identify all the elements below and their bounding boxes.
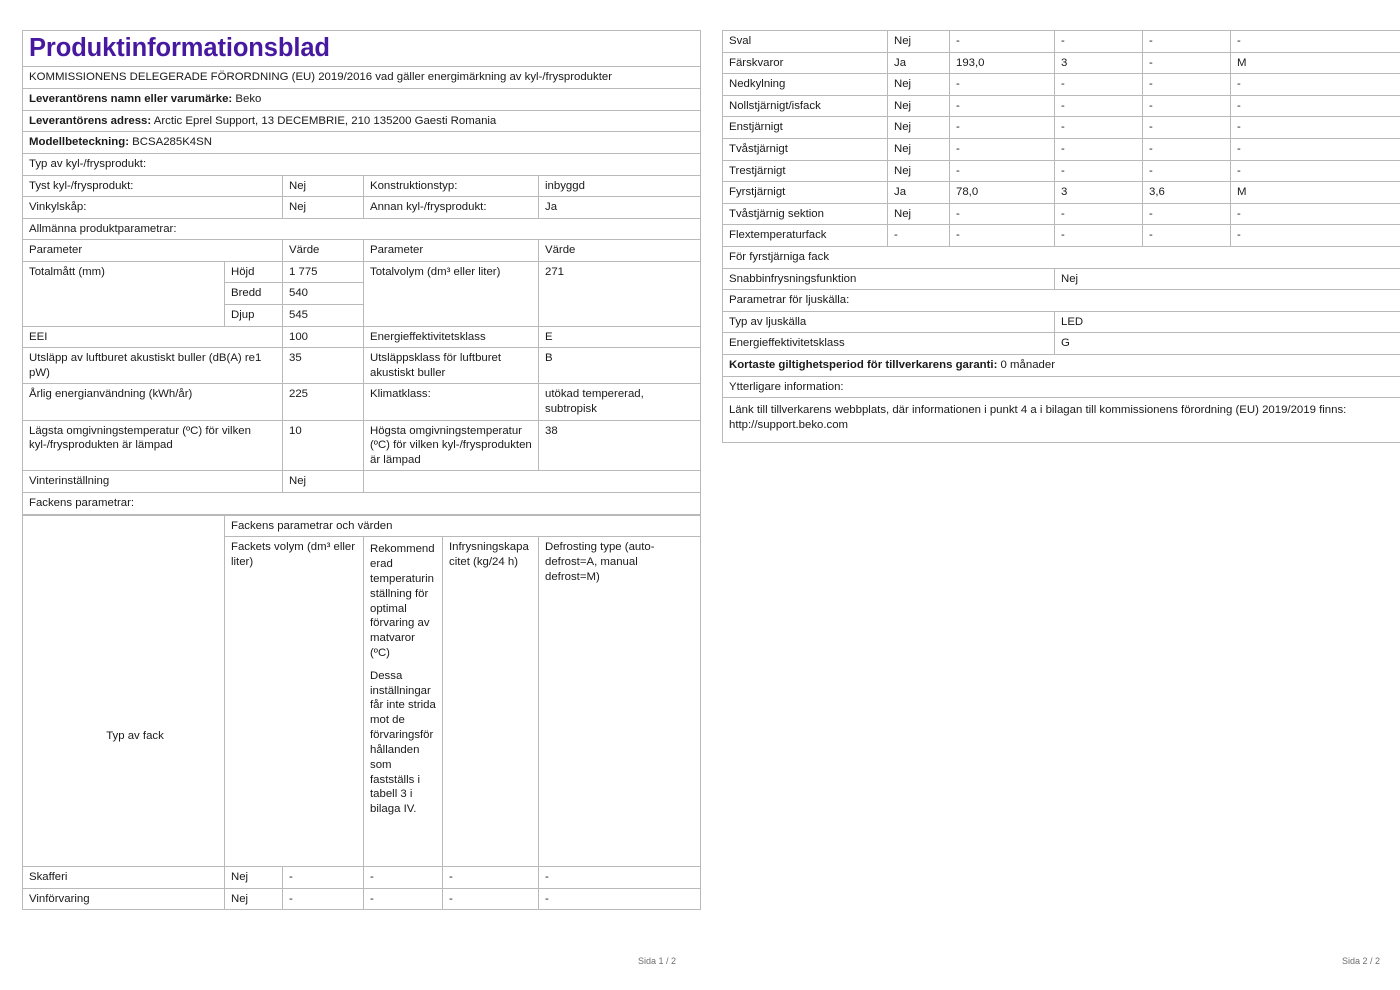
additional-section-row (723, 376, 1400, 398)
wine-cabinet-value: Nej (283, 197, 364, 219)
table-row (723, 31, 1400, 53)
compartment-capacity: - (1143, 160, 1231, 182)
compartment-defrost: - (1231, 74, 1400, 96)
warranty-label: Kortaste giltighetsperiod för tillverkarens garanti: (729, 358, 998, 371)
compartment-temperature: - (1055, 74, 1143, 96)
header-freezing-capacity-text: Infrysningskapacitet (kg/24 h) (449, 541, 529, 569)
supplier-address-row (23, 110, 701, 132)
regulation-subtitle: KOMMISSIONENS DELEGERADE FÖRORDNING (EU) 2019/2016 vad gäller energimärkning av kyl-/frysprodukter (23, 67, 701, 89)
compartment-defrost: - (539, 888, 701, 910)
min-ambient-label: Lägsta omgivningstemperatur (ºC) för vilken kyl-/frysprodukten är lämpad (23, 420, 283, 471)
compartment-present: Nej (888, 160, 950, 182)
general-params-section-row (23, 218, 701, 240)
overall-dimensions-label: Totalmått (mm) (23, 261, 225, 326)
compartment-type: Skafferi (23, 867, 225, 889)
quiet-appliance-label: Tyst kyl-/frysprodukt: (23, 175, 283, 197)
model-row (23, 132, 701, 154)
header-freezing-capacity (443, 537, 539, 867)
compartment-volume: - (283, 867, 364, 889)
compartment-capacity: - (1143, 95, 1231, 117)
compartment-temperature: - (1055, 117, 1143, 139)
model-cell (23, 132, 701, 154)
noise-class-value: B (539, 348, 701, 384)
supplier-address-label: Leverantörens adress: (29, 114, 152, 127)
annual-energy-value: 225 (283, 384, 364, 420)
noise-emission-label: Utsläpp av luftburet akustiskt buller (dB(A) re1 pW) (23, 348, 283, 384)
compartments-type-corner (23, 515, 225, 867)
total-volume-label: Totalvolym (dm³ eller liter) (364, 261, 539, 326)
winter-setting-row (23, 471, 701, 493)
compartment-defrost: - (1231, 95, 1400, 117)
compartment-present: - (888, 225, 950, 247)
supplier-name-value: Beko (235, 93, 262, 106)
min-ambient-value: 10 (283, 420, 364, 471)
header-recommended-temperature (364, 537, 443, 867)
compartment-type: Flextemperaturfack (723, 225, 888, 247)
product-type-section-row (23, 153, 701, 175)
supplier-name-row (23, 89, 701, 111)
compartment-capacity: - (1143, 203, 1231, 225)
warranty-cell (723, 354, 1400, 376)
climate-class-label: Klimatklass: (364, 384, 539, 420)
other-appliance-value: Ja (539, 197, 701, 219)
fast-freeze-row (723, 268, 1400, 290)
construction-type-label: Konstruktionstyp: (364, 175, 539, 197)
compartment-volume: - (950, 31, 1055, 53)
model-label: Modellbeteckning: (29, 136, 129, 149)
subtitle-row (23, 67, 701, 89)
product-type-row (23, 175, 701, 197)
compartment-defrost: - (1231, 138, 1400, 160)
compartment-type: Färskvaror (723, 52, 888, 74)
compartment-volume: - (950, 74, 1055, 96)
compartment-temperature: - (1055, 138, 1143, 160)
compartment-temperature: - (1055, 95, 1143, 117)
light-source-type-row (723, 311, 1400, 333)
header-parameter-right: Parameter (364, 240, 539, 262)
dimension-value-width: 540 (283, 283, 364, 305)
dimension-name-height: Höjd (225, 261, 283, 283)
general-params-header-row (23, 240, 701, 262)
header-compartment-volume (225, 537, 364, 867)
model-value: BCSA285K4SN (132, 136, 212, 149)
eei-label: EEI (23, 326, 283, 348)
compartments-section-row (23, 493, 701, 515)
table-row (723, 117, 1400, 139)
compartment-present: Nej (225, 888, 283, 910)
wine-cabinet-label: Vinkylskåp: (23, 197, 283, 219)
compartment-defrost: - (1231, 160, 1400, 182)
compartment-type: Enstjärnigt (723, 117, 888, 139)
table-row (723, 182, 1400, 204)
eei-value: 100 (283, 326, 364, 348)
compartment-present: Nej (888, 31, 950, 53)
compartment-defrost: - (539, 867, 701, 889)
compartment-present: Nej (888, 203, 950, 225)
table-row (723, 74, 1400, 96)
table-row (723, 138, 1400, 160)
compartment-volume: - (950, 203, 1055, 225)
eei-row (23, 326, 701, 348)
page-1-footer: Sida 1 / 2 (637, 956, 676, 966)
header-recommended-temperature-main: Rekommenderad temperaturinställning för optimal förvaring av matvaror (ºC) (370, 543, 435, 659)
compartment-present: Ja (888, 52, 950, 74)
light-source-class-row (723, 333, 1400, 355)
compartment-temperature: 3 (1055, 182, 1143, 204)
compartment-temperature: 3 (1055, 52, 1143, 74)
compartment-capacity: - (1143, 138, 1231, 160)
compartment-present: Nej (888, 74, 950, 96)
page-2-table (722, 30, 1400, 443)
dimension-name-width: Bredd (225, 283, 283, 305)
compartment-capacity: - (1143, 225, 1231, 247)
compartment-capacity: - (1143, 74, 1231, 96)
header-defrosting-type-text: Defrosting type (auto-defrost=A, manual defrost=M) (545, 541, 655, 583)
compartment-temperature: - (1055, 203, 1143, 225)
supplier-address-value: Arctic Eprel Support, 13 DECEMBRIE, 210 135200 Gaesti Romania (153, 114, 497, 127)
compartment-type: Fyrstjärnigt (723, 182, 888, 204)
dimension-row-height (23, 261, 701, 283)
fast-freeze-value: Nej (1055, 268, 1400, 290)
light-source-section-label: Parametrar för ljuskälla: (723, 290, 1400, 312)
compartment-type: Tvåstjärnig sektion (723, 203, 888, 225)
winter-setting-label: Vinterinställning (23, 471, 283, 493)
fast-freeze-label: Snabbinfrysningsfunktion (723, 268, 1055, 290)
compartment-type: Nollstjärnigt/isfack (723, 95, 888, 117)
page-1-column (22, 30, 700, 990)
compartments-table (22, 515, 701, 911)
four-star-section-row (723, 246, 1400, 268)
light-source-section-row (723, 290, 1400, 312)
table-row (723, 52, 1400, 74)
other-appliance-label: Annan kyl-/frysprodukt: (364, 197, 539, 219)
noise-class-label: Utsläppsklass för luftburet akustiskt buller (364, 348, 539, 384)
light-source-class-value: G (1055, 333, 1400, 355)
table-row (23, 888, 701, 910)
page-2-column (722, 30, 1400, 990)
compartment-temperature: - (1055, 225, 1143, 247)
title-row (23, 31, 701, 67)
ambient-temperature-row (23, 420, 701, 471)
winter-setting-empty (364, 471, 701, 493)
table-row (723, 95, 1400, 117)
header-defrosting-type (539, 537, 701, 867)
compartment-defrost: M (1231, 182, 1400, 204)
warranty-row (723, 354, 1400, 376)
additional-text-cell (723, 398, 1400, 443)
compartment-defrost: M (1231, 52, 1400, 74)
compartment-type: Sval (723, 31, 888, 53)
supplier-name-label: Leverantörens namn eller varumärke: (29, 93, 233, 106)
page-2-footer: Sida 2 / 2 (1341, 956, 1380, 966)
dimension-value-height: 1 775 (283, 261, 364, 283)
general-params-section-label: Allmänna produktparametrar: (23, 218, 701, 240)
compartment-defrost: - (1231, 203, 1400, 225)
max-ambient-label: Högsta omgivningstemperatur (ºC) för vilken kyl-/frysprodukten är lämpad (364, 420, 539, 471)
header-compartment-type: Typ av fack (106, 730, 164, 742)
quiet-appliance-value: Nej (283, 175, 364, 197)
max-ambient-value: 38 (539, 420, 701, 471)
compartment-present: Nej (225, 867, 283, 889)
compartment-present: Ja (888, 182, 950, 204)
header-parameter-left: Parameter (23, 240, 283, 262)
compartment-volume: - (950, 138, 1055, 160)
table-row (723, 203, 1400, 225)
compartment-temperature: - (1055, 31, 1143, 53)
compartment-volume: - (950, 117, 1055, 139)
compartment-volume: - (950, 225, 1055, 247)
manufacturer-website-link[interactable]: http://support.beko.com (729, 418, 849, 431)
light-source-type-label: Typ av ljuskälla (723, 311, 1055, 333)
compartment-volume: 193,0 (950, 52, 1055, 74)
header-value-right: Värde (539, 240, 701, 262)
page-1-table (22, 30, 701, 515)
page-title: Produktinformationsblad (29, 34, 330, 62)
noise-emission-value: 35 (283, 348, 364, 384)
compartment-defrost: - (1231, 117, 1400, 139)
compartment-temperature: - (364, 888, 443, 910)
compartment-capacity: - (443, 888, 539, 910)
header-compartment-volume-text: Fackets volym (dm³ eller liter) (231, 541, 356, 569)
table-row (23, 867, 701, 889)
compartment-type: Nedkylning (723, 74, 888, 96)
compartment-temperature: - (364, 867, 443, 889)
product-type-section-label: Typ av kyl-/frysprodukt: (23, 153, 701, 175)
additional-text-row (723, 398, 1400, 443)
compartment-type: Vinförvaring (23, 888, 225, 910)
total-volume-value: 271 (539, 261, 701, 326)
header-value-left: Värde (283, 240, 364, 262)
table-row (723, 160, 1400, 182)
warranty-value: 0 månader (1000, 358, 1056, 371)
compartment-present: Nej (888, 95, 950, 117)
header-recommended-temperature-note: Dessa inställningar får inte strida mot de förvaringsförhållanden som fastställs i tabell 3 i bilaga IV. (370, 669, 436, 816)
compartment-volume: - (950, 160, 1055, 182)
compartment-volume: - (950, 95, 1055, 117)
compartment-defrost: - (1231, 31, 1400, 53)
annual-energy-row (23, 384, 701, 420)
energy-class-value: E (539, 326, 701, 348)
table-row (723, 225, 1400, 247)
four-star-section-label: För fyrstjärniga fack (723, 246, 1400, 268)
annual-energy-label: Årlig energianvändning (kWh/år) (23, 384, 283, 420)
noise-row (23, 348, 701, 384)
compartment-temperature: - (1055, 160, 1143, 182)
compartment-capacity: - (1143, 31, 1231, 53)
compartment-volume: - (283, 888, 364, 910)
construction-type-value: inbyggd (539, 175, 701, 197)
compartments-group-header: Fackens parametrar och värden (225, 515, 701, 537)
climate-class-value: utökad tempererad, subtropisk (539, 384, 701, 420)
compartment-capacity: - (443, 867, 539, 889)
product-type-row (23, 197, 701, 219)
light-source-class-label: Energieffektivitetsklass (723, 333, 1055, 355)
compartments-group-header-row (23, 515, 701, 537)
dimension-name-depth: Djup (225, 305, 283, 327)
supplier-address-cell (23, 110, 701, 132)
compartment-type: Tvåstjärnigt (723, 138, 888, 160)
light-source-type-value: LED (1055, 311, 1400, 333)
compartment-capacity: - (1143, 52, 1231, 74)
winter-setting-value: Nej (283, 471, 364, 493)
compartment-type: Trestjärnigt (723, 160, 888, 182)
additional-section-label: Ytterligare information: (723, 376, 1400, 398)
additional-text-prefix: Länk till tillverkarens webbplats, där informationen i punkt 4 a i bilagan till kommissionens förordning (EU) 2019/2019 finns: (729, 404, 1347, 417)
compartment-capacity: - (1143, 117, 1231, 139)
title-cell (23, 31, 701, 67)
compartment-present: Nej (888, 138, 950, 160)
compartment-capacity: 3,6 (1143, 182, 1231, 204)
energy-class-label: Energieffektivitetsklass (364, 326, 539, 348)
dimension-value-depth: 545 (283, 305, 364, 327)
compartment-defrost: - (1231, 225, 1400, 247)
compartments-section-label: Fackens parametrar: (23, 493, 701, 515)
compartment-volume: 78,0 (950, 182, 1055, 204)
supplier-name-cell (23, 89, 701, 111)
compartment-present: Nej (888, 117, 950, 139)
